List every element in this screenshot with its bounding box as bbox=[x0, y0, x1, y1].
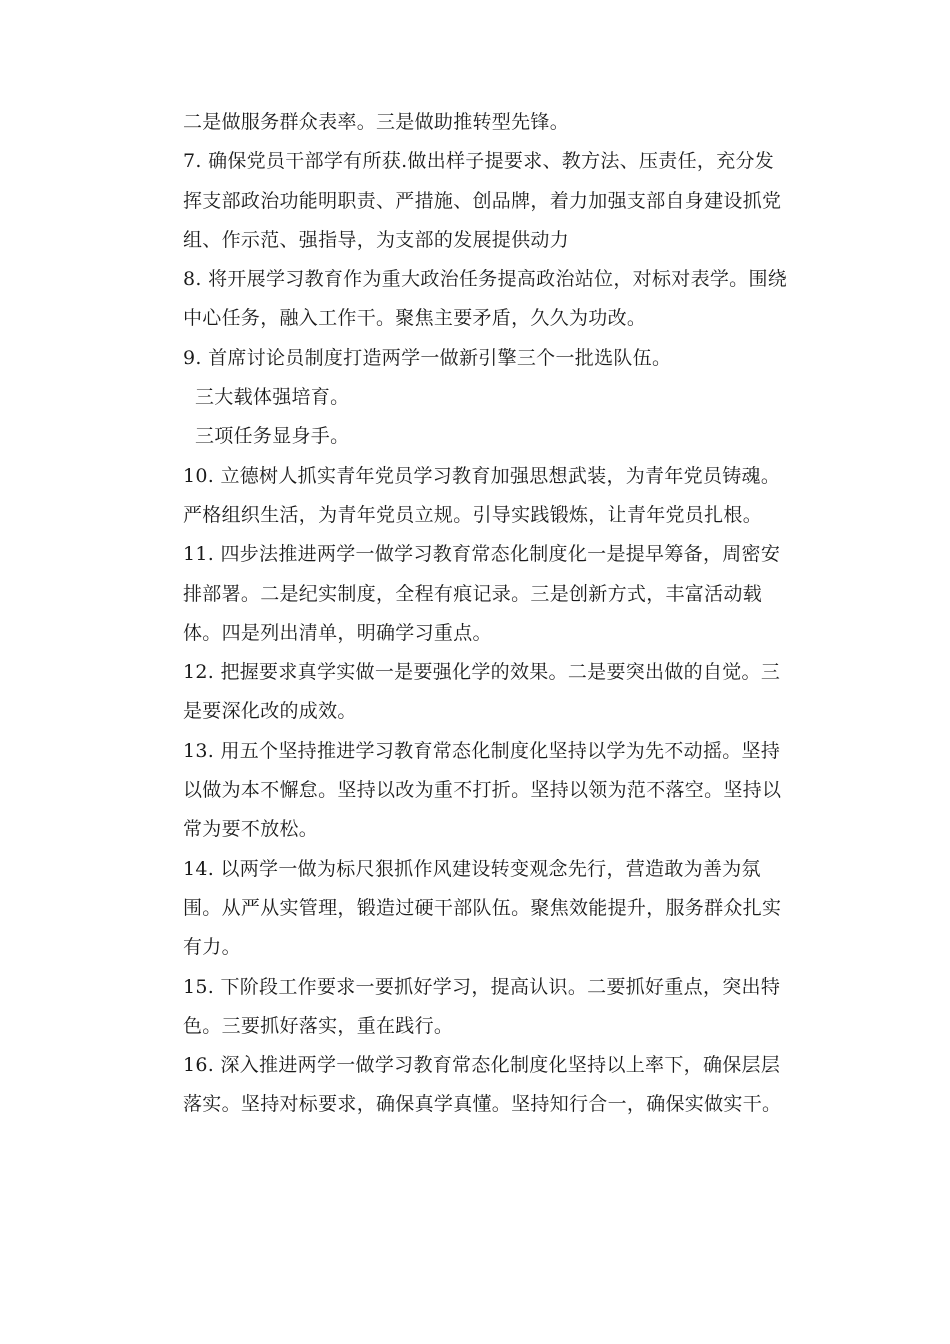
paragraph-item-13: 13. 用五个坚持推进学习教育常态化制度化坚持以学为先不动摇。坚持以做为本不懈怠。坚持以改为重不打折。坚持以领为范不落空。坚持以常为要不放松。 bbox=[183, 739, 782, 841]
paragraph-item-16: 16. 深入推进两学一做学习教育常态化制度化坚持以上率下，确保层层落实。坚持对标要求，确保真学真懂。坚持知行合一，确保实做实干。 bbox=[183, 1054, 782, 1116]
paragraph-item-9-sub-2: 三项任务显身手。 bbox=[195, 425, 350, 448]
paragraph-item-9-sub-1: 三大载体强培育。 bbox=[195, 386, 350, 409]
paragraph-item-8: 8. 将开展学习教育作为重大政治任务提高政治站位，对标对表学。围绕中心任务，融入工作干。聚焦主要矛盾，久久为功改。 bbox=[183, 268, 788, 330]
paragraph-1: 二是做服务群众表率。三是做助推转型先锋。 bbox=[183, 111, 570, 133]
paragraph-item-9: 9. 首席讨论员制度打造两学一做新引擎三个一批选队伍。 bbox=[183, 346, 672, 369]
paragraph-item-15: 15. 下阶段工作要求一要抓好学习，提高认识。二要抓好重点，突出特色。三要抓好落实，重在践行。 bbox=[183, 975, 781, 1037]
paragraph-item-7: 7. 确保党员干部学有所获.做出样子提要求、教方法、压责任，充分发挥支部政治功能明职责、严措施、创品牌，着力加强支部自身建设抓党组、作示范、强指导，为支部的发展提供动力 bbox=[183, 150, 782, 251]
paragraph-item-11: 11. 四步法推进两学一做学习教育常态化制度化一是提早筹备，周密安排部署。二是纪实制度，全程有痕记录。三是创新方式，丰富活动载体。四是列出清单，明确学习重点。 bbox=[183, 543, 781, 644]
paragraph-item-10: 10. 立德树人抓实青年党员学习教育加强思想武装，为青年党员铸魂。严格组织生活，为青年党员立规。引导实践锻炼，让青年党员扎根。 bbox=[183, 464, 781, 526]
document-page bbox=[183, 103, 793, 1125]
paragraph-item-14: 14. 以两学一做为标尺狠抓作风建设转变观念先行，营造敢为善为氛围。从严从实管理，锻造过硬干部队伍。聚焦效能提升，服务群众扎实有力。 bbox=[183, 857, 782, 959]
paragraph-item-12: 12. 把握要求真学实做一是要强化学的效果。二是要突出做的自觉。三是要深化改的成效。 bbox=[183, 661, 781, 723]
